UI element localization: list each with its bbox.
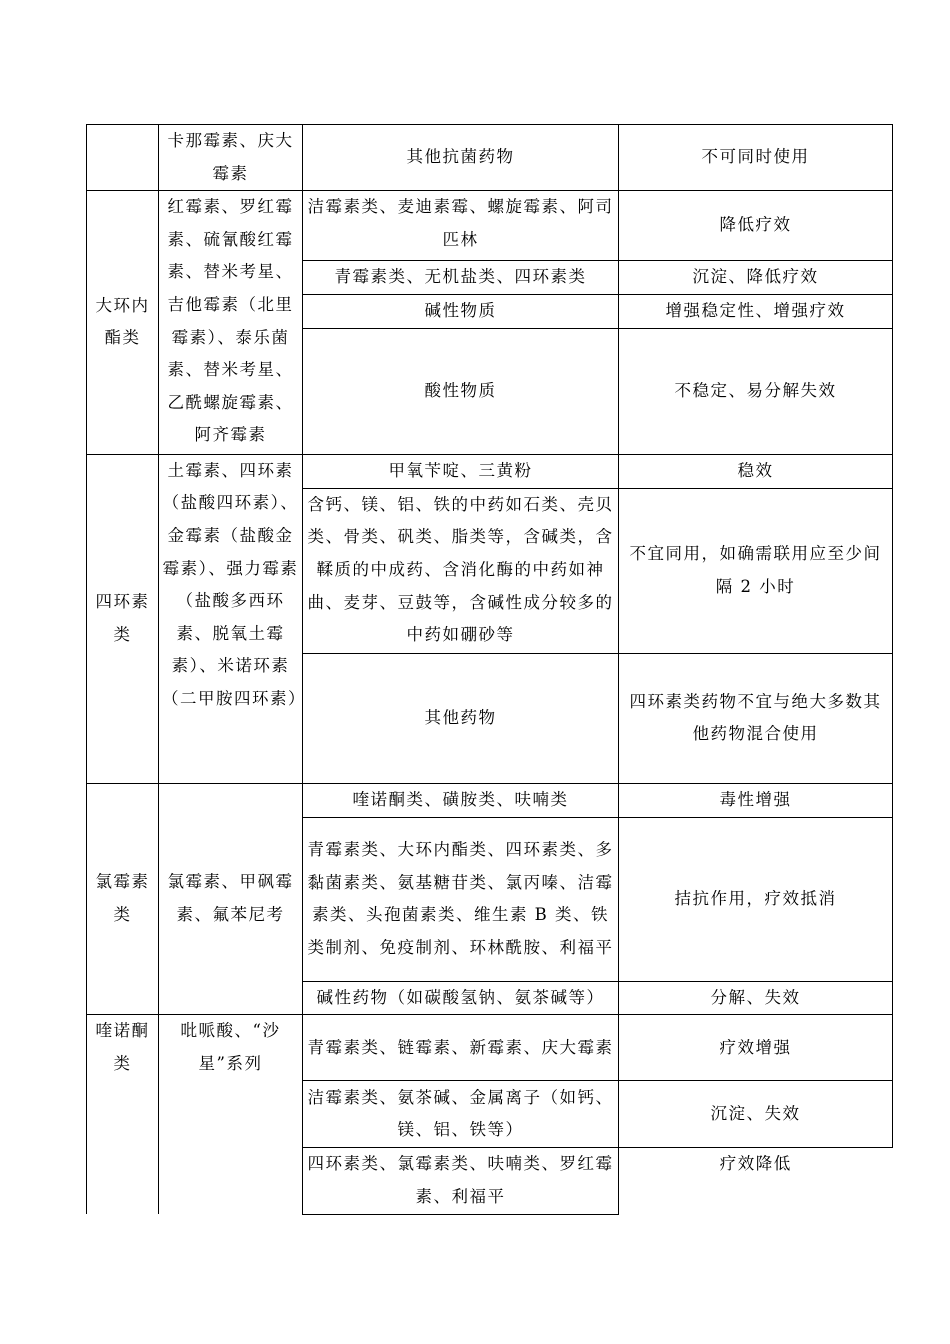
combined-drug-cell: 青霉素类、大环内酯类、四环素类、多黏菌素类、氨基糖苷类、氯丙嗪、洁霉素类、头孢菌素类、维生素 B 类、铁类制剂、免疫制剂、环林酰胺、利福平 [303,817,619,981]
table-row [87,454,893,488]
effect-cell: 不宜同用，如确需联用应至少间隔 2 小时 [619,488,893,653]
combined-drug-cell: 酸性物质 [303,328,619,454]
effect-cell: 毒性增强 [619,783,893,817]
table-row [87,1015,893,1081]
combined-drug-cell: 其他药物 [303,653,619,783]
drug-interaction-table [86,124,893,1215]
effect-cell: 降低疗效 [619,191,893,261]
effect-cell: 拮抗作用，疗效抵消 [619,817,893,981]
combined-drug-cell: 青霉素类、链霉素、新霉素、庆大霉素 [303,1015,619,1081]
combined-drug-cell: 碱性药物（如碳酸氢钠、氨茶碱等） [303,981,619,1015]
drug-names-cell: 土霉素、四环素（盐酸四环素）、金霉素（盐酸金霉素）、强力霉素（盐酸多西环素、脱氧土霉素）、米诺环素（二甲胺四环素） [159,454,303,783]
combined-drug-cell: 青霉素类、无机盐类、四环素类 [303,261,619,295]
combined-drug-cell: 洁霉素类、麦迪素霉、螺旋霉素、阿司匹林 [303,191,619,261]
combined-drug-cell: 含钙、镁、铝、铁的中药如石类、壳贝类、骨类、矾类、脂类等，含碱类，含鞣质的中成药、含消化酶的中药如神曲、麦芽、豆鼓等，含碱性成分较多的中药如硼砂等 [303,488,619,653]
combined-drug-cell: 其他抗菌药物 [303,125,619,191]
combined-drug-cell: 甲氧苄啶、三黄粉 [303,454,619,488]
drug-names-cell: 卡那霉素、庆大霉素 [159,125,303,191]
category-cell: 喹诺酮类 [87,1015,159,1214]
drug-names-cell: 红霉素、罗红霉素、硫氰酸红霉素、替米考星、吉他霉素（北里霉素）、泰乐菌素、替米考星、乙酰螺旋霉素、阿齐霉素 [159,191,303,455]
effect-cell: 疗效降低 [619,1148,893,1214]
effect-cell: 疗效增强 [619,1015,893,1081]
effect-cell: 稳效 [619,454,893,488]
drug-names-cell: 吡哌酸、“沙星”系列 [159,1015,303,1214]
combined-drug-cell: 喹诺酮类、磺胺类、呋喃类 [303,783,619,817]
combined-drug-cell: 四环素类、氯霉素类、呋喃类、罗红霉素、利福平 [303,1148,619,1214]
drug-interaction-page [86,124,892,1215]
category-cell [87,125,159,191]
effect-cell: 四环素类药物不宜与绝大多数其他药物混合使用 [619,653,893,783]
effect-cell: 不稳定、易分解失效 [619,328,893,454]
effect-cell: 分解、失效 [619,981,893,1015]
category-cell: 大环内酯类 [87,191,159,455]
table-row [87,125,893,191]
table-row [87,783,893,817]
effect-cell: 不可同时使用 [619,125,893,191]
drug-names-cell: 氯霉素、甲砜霉素、氟苯尼考 [159,783,303,1015]
combined-drug-cell: 洁霉素类、氨茶碱、金属离子（如钙、镁、铝、铁等） [303,1081,619,1148]
table-row [87,191,893,261]
effect-cell: 增强稳定性、增强疗效 [619,295,893,329]
effect-cell: 沉淀、降低疗效 [619,261,893,295]
category-cell: 四环素类 [87,454,159,783]
category-cell: 氯霉素类 [87,783,159,1015]
combined-drug-cell: 碱性物质 [303,295,619,329]
effect-cell: 沉淀、失效 [619,1081,893,1148]
